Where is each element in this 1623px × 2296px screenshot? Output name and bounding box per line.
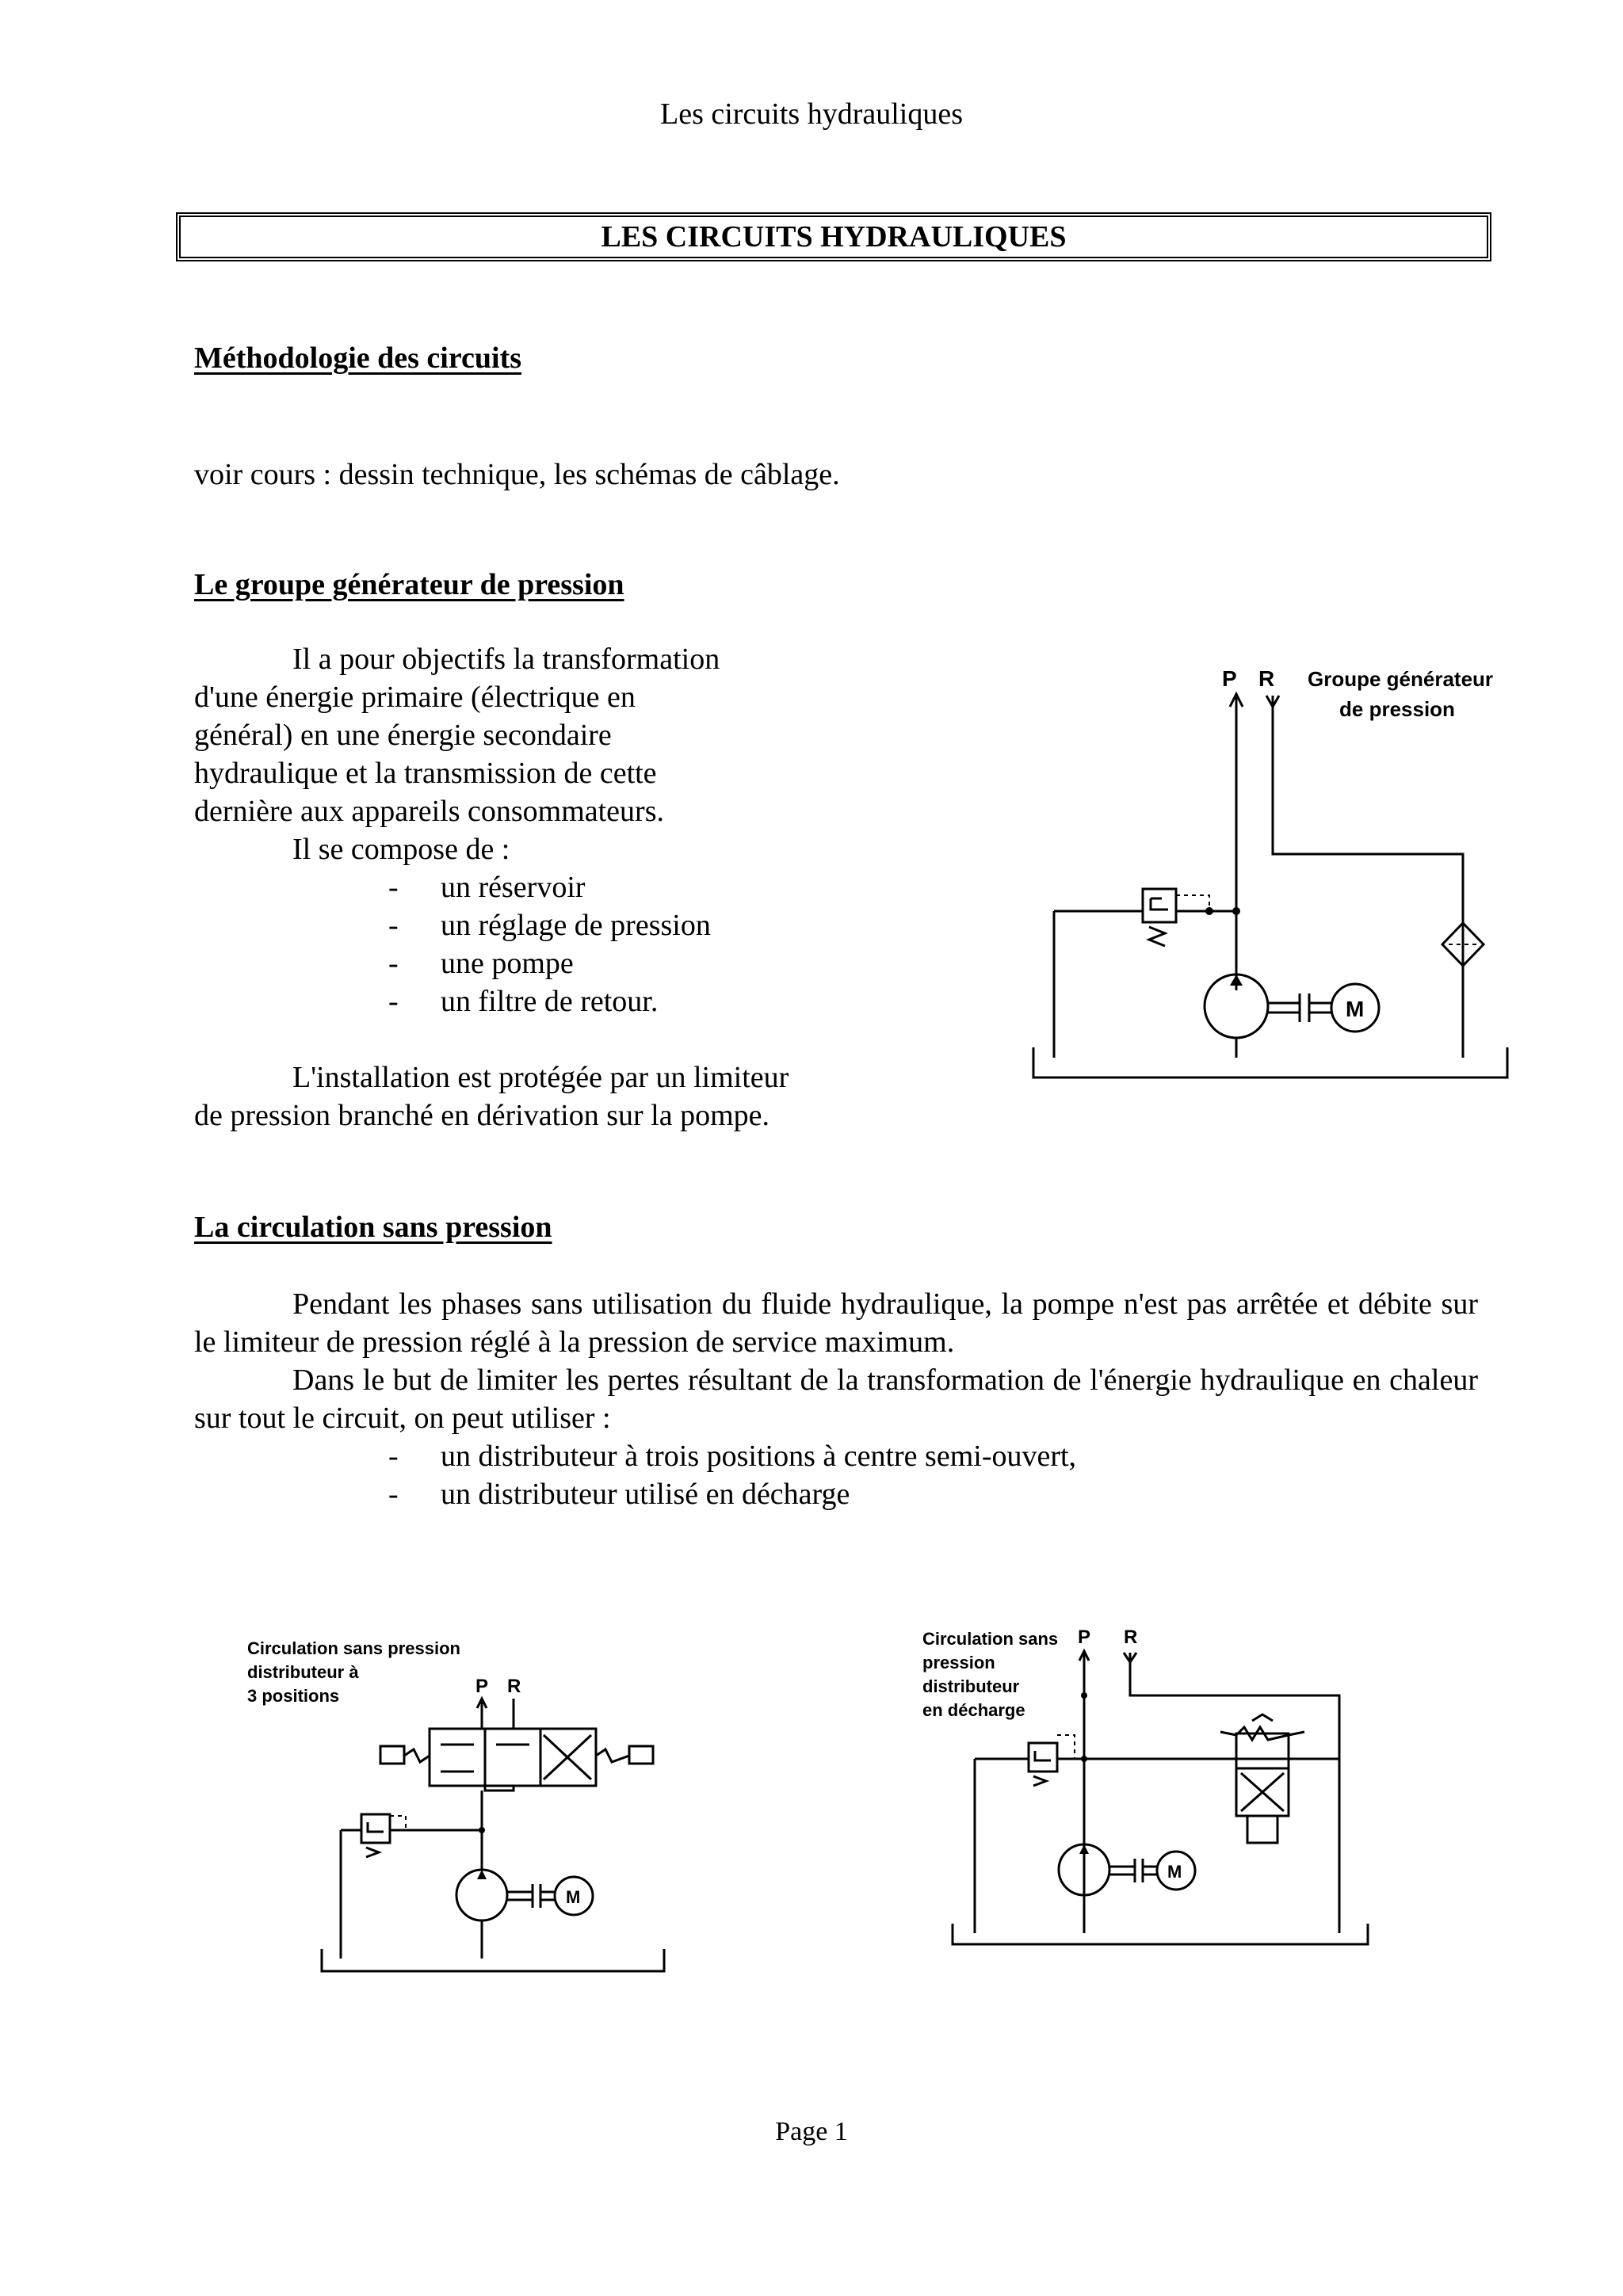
relief-valve-symbol xyxy=(1143,889,1176,922)
groupe-description xyxy=(194,640,987,1135)
valve-decharge-top xyxy=(1236,1733,1289,1768)
tank-right-symbol xyxy=(953,1924,1368,1944)
heading-methodologie: Méthodologie des circuits xyxy=(194,341,522,375)
list-item: - un filtre de retour. xyxy=(388,985,659,1018)
diagram-three-positions xyxy=(238,1632,682,1981)
tank-left-symbol xyxy=(322,1949,664,1971)
list-item: - un distributeur à trois positions à centre semi-ouvert, xyxy=(388,1440,1077,1473)
compose-list xyxy=(194,868,987,1020)
diagram-left-caption-1: Circulation sans pression xyxy=(247,1638,460,1658)
diagram-label-p: P xyxy=(1222,666,1237,691)
relief-valve-right-symbol xyxy=(1029,1743,1057,1772)
diagram-caption-2: de pression xyxy=(1339,697,1455,721)
diagram-caption-1: Groupe générateur xyxy=(1308,667,1494,691)
heading-groupe-generateur: Le groupe générateur de pression xyxy=(194,568,624,601)
solenoid-right-symbol xyxy=(629,1746,653,1764)
heading-circulation: La circulation sans pression xyxy=(194,1211,552,1244)
methodologie-text: voir cours : dessin technique, les schémas de câblage. xyxy=(194,458,840,491)
groupe-line-3: général) en une énergie secondaire xyxy=(194,719,612,752)
valve-decharge-actuator xyxy=(1247,1816,1277,1843)
diagram-decharge xyxy=(919,1616,1395,1965)
groupe-line-1: Il a pour objectifs la transformation xyxy=(292,643,720,676)
compose-line: Il se compose de : xyxy=(292,833,510,866)
groupe-line-5: dernière aux appareils consommateurs. xyxy=(194,795,664,828)
circulation-para-1: Pendant les phases sans utilisation du fluide hydraulique, la pompe n'est pas arrêtée et débite sur le limiteur de pression réglé à la pression de service maximum. xyxy=(194,1287,1478,1359)
diagram-left-caption-2: distributeur à xyxy=(247,1662,359,1682)
protection-line-2: de pression branché en dérivation sur la pompe. xyxy=(194,1099,769,1132)
protection-line-1: L'installation est protégée par un limiteur xyxy=(292,1061,789,1094)
motor-left-label: M xyxy=(566,1887,581,1907)
circulation-para-2: Dans le but de limiter les pertes résultant de la transformation de l'énergie hydraulique en chaleur sur tout le circuit, on peut utiliser : xyxy=(194,1363,1478,1435)
diagram-right-caption-3: distributeur xyxy=(922,1676,1020,1696)
list-item: - un distributeur utilisé en décharge xyxy=(388,1478,850,1511)
tank-symbol xyxy=(1033,1047,1507,1077)
valve-3-positions-symbol xyxy=(430,1729,596,1786)
groupe-line-4: hydraulique et la transmission de cette xyxy=(194,757,657,790)
running-header: Les circuits hydrauliques xyxy=(659,97,963,131)
list-item: - un réglage de pression xyxy=(388,909,711,942)
list-item: - une pompe xyxy=(388,947,574,980)
circulation-list xyxy=(388,1437,1076,1513)
page-number: Page 1 xyxy=(775,2117,848,2146)
diagram-right-caption-2: pression xyxy=(922,1653,995,1672)
diagram-right-caption-1: Circulation sans xyxy=(922,1629,1059,1649)
document-title: LES CIRCUITS HYDRAULIQUES xyxy=(176,212,1491,261)
list-item: - un réservoir xyxy=(388,871,586,904)
diagram-left-label-p: P xyxy=(475,1676,489,1697)
diagram-right-label-p: P xyxy=(1078,1627,1091,1648)
diagram-left-caption-3: 3 positions xyxy=(247,1686,340,1706)
relief-valve-left-symbol xyxy=(361,1814,390,1843)
motor-label: M xyxy=(1346,997,1365,1021)
groupe-line-2: d'une énergie primaire (électrique en xyxy=(194,681,636,714)
diagram-right-caption-4: en décharge xyxy=(922,1700,1025,1720)
motor-right-label: M xyxy=(1167,1862,1182,1882)
diagram-left-label-r: R xyxy=(507,1676,521,1697)
diagram-label-r: R xyxy=(1258,666,1275,691)
diagram-right-label-r: R xyxy=(1124,1627,1138,1648)
solenoid-left-symbol xyxy=(380,1746,404,1764)
groupe-generateur-diagram xyxy=(1022,658,1529,1101)
